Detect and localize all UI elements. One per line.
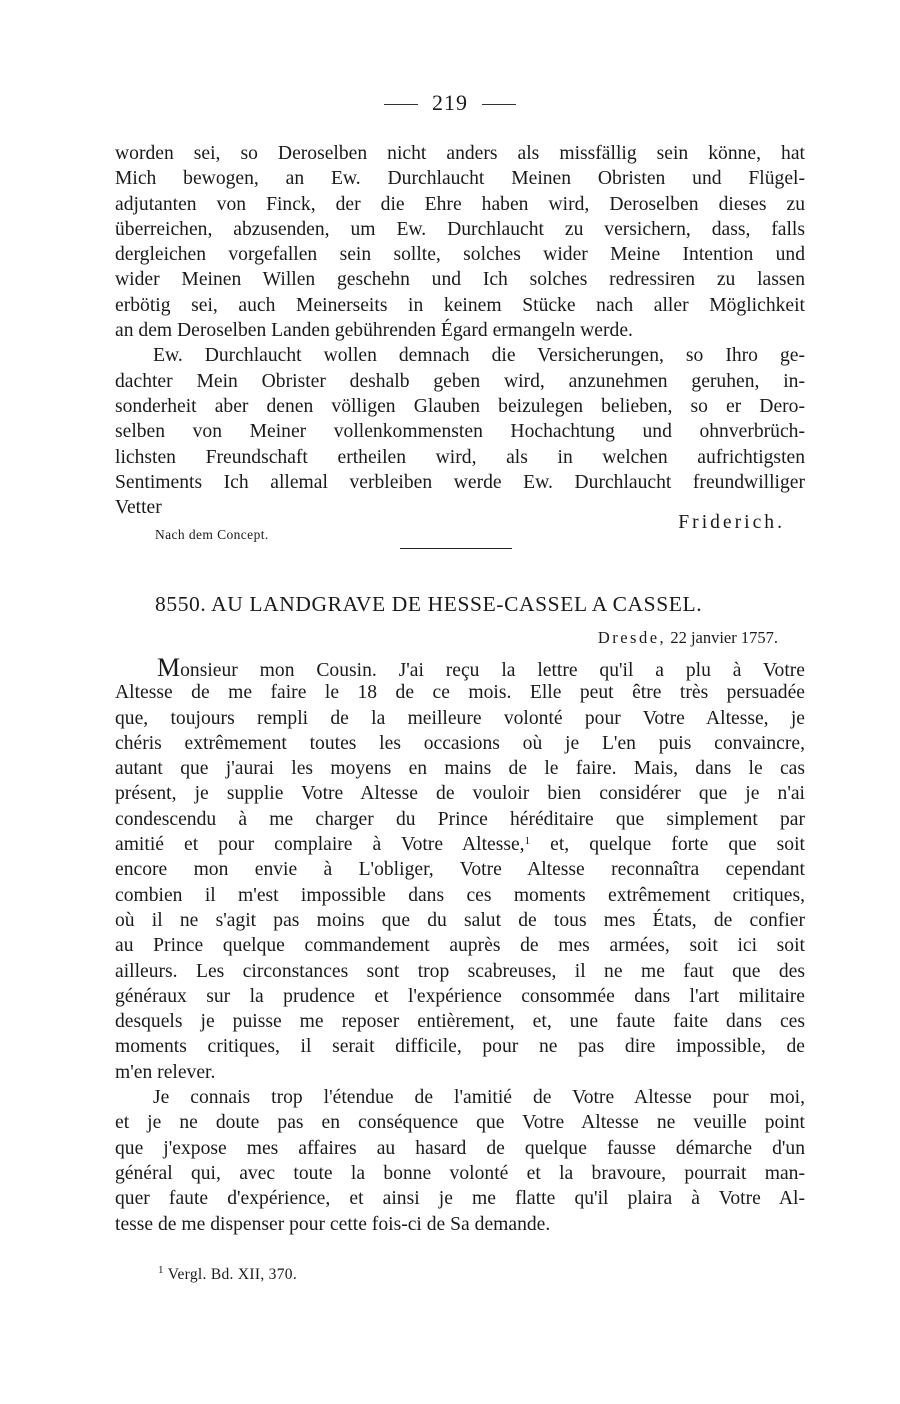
footnote-text: Vergl. Bd. XII, 370. [167, 1266, 297, 1283]
text-line-rest: onsieur mon Cousin. J'ai reçu la lettre qu'il a plu à Votre [180, 660, 805, 681]
footnote-marker: 1 [524, 835, 531, 848]
document-title: 8550. AU LANDGRAVE DE HESSE-CASSEL A CASSEL. [155, 592, 703, 616]
text-line: que, toujours rempli de la meilleure volonté pour Votre Altesse, je [115, 707, 805, 729]
text-line: Sentiments Ich allemal verbleiben werde Ew. Durchlaucht freundwilliger [115, 471, 805, 493]
header-dash-left [384, 104, 418, 105]
date: 22 janvier 1757. [670, 628, 778, 647]
text-line: adjutanten von Finck, der die Ehre haben wird, Deroselben dieses zu [115, 193, 805, 215]
text-line: wider Meinen Willen geschehn und Ich solches redressiren zu lassen [115, 269, 805, 291]
text-line: dergleichen vorgefallen sein sollte, solches wider Meine Intention und [115, 244, 805, 266]
page-number: 219 [432, 90, 468, 115]
text-line: combien il m'est impossible dans ces moments extrêmement critiques, [115, 884, 805, 906]
text-line: ailleurs. Les circonstances sont trop scabreuses, il ne me faut que des [115, 960, 805, 982]
footnote [158, 1266, 297, 1284]
text-line: présent, je supplie Votre Altesse de vouloir bien considérer que je n'ai [115, 783, 805, 805]
text-line: chéris extrêmement toutes les occasions où je L'en puis convaincre, [115, 732, 805, 754]
text-line: général qui, avec toute la bonne volonté et la bravoure, pourrait man- [115, 1162, 805, 1184]
text-line: Vetter [115, 497, 162, 519]
text-line [115, 655, 805, 680]
page-header [0, 90, 900, 116]
text-line: selben von Meiner vollenkommensten Hochachtung und ohnverbrüch- [115, 421, 805, 443]
text-line: dachter Mein Obrister deshalb geben wird, anzunehmen geruhen, in- [115, 370, 805, 392]
text-line: et je ne doute pas en conséquence que Votre Altesse ne veuille point [115, 1112, 805, 1134]
text-line: m'en relever. [115, 1061, 216, 1083]
text-line: où il ne s'agit pas moins que du salut de tous mes États, de confier [115, 909, 805, 931]
text-line: erbötig sei, auch Meinerseits in keinem Stücke nach aller Möglichkeit [115, 294, 805, 316]
header-dash-right [482, 104, 516, 105]
text-line: desquels je puisse me reposer entièrement, et, une faute faite dans ces [115, 1011, 805, 1033]
signature: Friderich. [678, 512, 785, 533]
text-line [115, 832, 805, 857]
text-line: überreichen, abzusenden, um Ew. Durchlaucht zu versichern, dass, falls [115, 218, 805, 240]
text-line: condescendu à me charger du Prince héréditaire que simplement par [115, 808, 805, 830]
text-line: Altesse de me faire le 18 de ce mois. Elle peut être très persuadée [115, 682, 805, 704]
letter-body [115, 655, 805, 1237]
text-line: an dem Deroselben Landen gebührenden Égard ermangeln werde. [115, 320, 633, 342]
date-place: Dresde, [597, 628, 667, 647]
text-line: autant que j'aurai les moyens en mains de le faire. Mais, dans le cas [115, 758, 805, 780]
text-line: Ew. Durchlaucht wollen demnach die Versicherungen, so Ihro ge- [153, 345, 805, 367]
text-line: Je connais trop l'étendue de l'amitié de Votre Altesse pour moi, [153, 1087, 805, 1109]
letter-continuation [115, 141, 805, 520]
text-line: quer faute d'expérience, et ainsi je me flatte qu'il plaira à Votre Al- [115, 1188, 805, 1210]
text-line: Mich bewogen, an Ew. Durchlaucht Meinen Obristen und Flügel- [115, 168, 805, 190]
text-line: généraux sur la prudence et l'expérience consommée dans l'art militaire [115, 985, 805, 1007]
footnote-number: 1 [158, 1264, 164, 1276]
source-note: Nach dem Concept. [155, 527, 269, 542]
text-line: sonderheit aber denen völligen Glauben beizulegen belieben, so er Dero- [115, 395, 805, 417]
text-line: au Prince quelque commandement auprès de mes armées, soit ici soit [115, 935, 805, 957]
dateline [598, 628, 778, 648]
text-line: moments critiques, il serait difficile, pour ne pas dire impossible, de [115, 1036, 805, 1058]
text-line-head: amitié et pour complaire à Votre Altesse, [115, 834, 525, 856]
text-line: que j'expose mes affaires au hasard de quelque fausse démarche d'un [115, 1137, 805, 1159]
drop-initial: M [157, 653, 181, 682]
section-divider [400, 548, 512, 549]
text-line: worden sei, so Deroselben nicht anders als missfällig sein könne, hat [115, 143, 805, 164]
text-line: encore mon envie à L'obliger, Votre Altesse reconnaîtra cependant [115, 859, 805, 881]
text-line-tail: et, quelque forte que soit [550, 834, 805, 856]
text-line: tesse de me dispenser pour cette fois-ci de Sa demande. [115, 1213, 551, 1235]
text-line: lichsten Freundschaft ertheilen wird, als in welchen aufrichtigsten [115, 446, 805, 468]
